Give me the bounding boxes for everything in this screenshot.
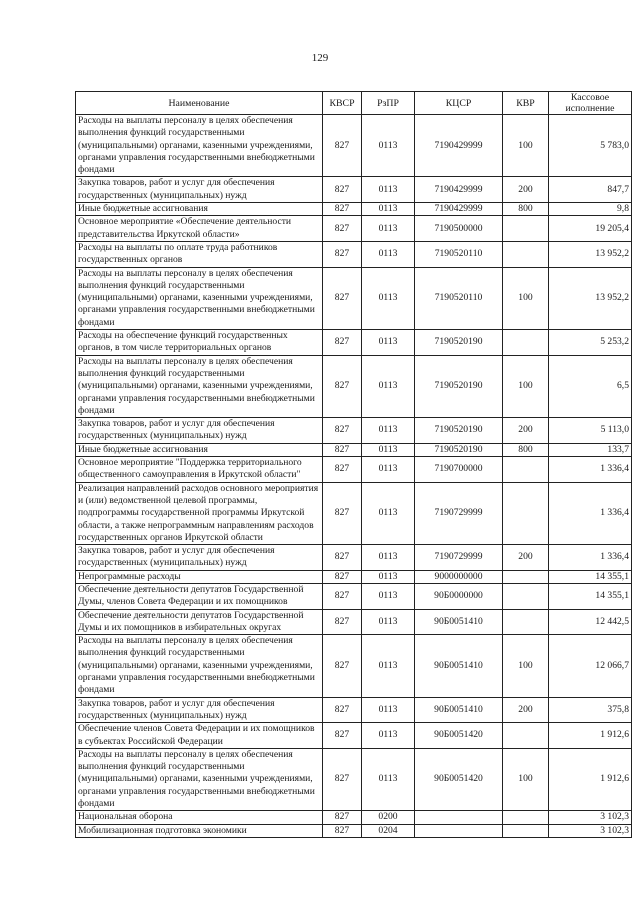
row-kvsr-cell: 827 — [323, 443, 362, 456]
row-rzpr-cell: 0113 — [362, 203, 415, 216]
row-kcsr-cell: 7190520110 — [415, 267, 503, 329]
row-kcsr-cell: 7190429999 — [415, 177, 503, 203]
row-amount-cell: 3 102,3 — [549, 824, 632, 837]
row-kvsr-cell: 827 — [323, 583, 362, 609]
row-amount-cell: 1 912,6 — [549, 748, 632, 810]
row-kvr-cell — [503, 723, 549, 749]
row-rzpr-cell: 0200 — [362, 811, 415, 824]
table-row — [76, 824, 632, 837]
row-rzpr-cell: 0113 — [362, 267, 415, 329]
row-amount-cell: 1 336,4 — [549, 457, 632, 483]
row-kcsr-cell: 7190520190 — [415, 330, 503, 356]
row-kvsr-cell: 827 — [323, 177, 362, 203]
row-kvr-cell — [503, 583, 549, 609]
row-kvr-cell: 800 — [503, 443, 549, 456]
row-amount-cell: 133,7 — [549, 443, 632, 456]
row-kcsr-cell: 7190700000 — [415, 457, 503, 483]
row-amount-cell: 14 355,1 — [549, 583, 632, 609]
row-kvr-cell — [503, 216, 549, 242]
row-kvsr-cell: 827 — [323, 330, 362, 356]
row-amount-cell: 19 205,4 — [549, 216, 632, 242]
table-row — [76, 545, 632, 571]
row-kvsr-cell: 827 — [323, 418, 362, 444]
table-row — [76, 570, 632, 583]
row-kvsr-cell: 827 — [323, 824, 362, 837]
table-row — [76, 216, 632, 242]
row-kcsr-cell: 7190520190 — [415, 443, 503, 456]
row-name-cell: Обеспечение деятельности депутатов Государственной Думы, членов Совета Федерации и их помощников — [76, 583, 323, 609]
row-kvsr-cell: 827 — [323, 267, 362, 329]
row-name-cell: Расходы на выплаты персоналу в целях обеспечения выполнения функций государственными (муниципальными) органами, казенными учреждениями, органами управления государственными внебюджетными фондами — [76, 748, 323, 810]
row-name-cell: Закупка товаров, работ и услуг для обеспечения государственных (муниципальных) нужд — [76, 697, 323, 723]
row-name-cell: Расходы на выплаты персоналу в целях обеспечения выполнения функций государственными (муниципальными) органами, казенными учреждениями, органами управления государственными внебюджетными фондами — [76, 267, 323, 329]
row-amount-cell: 5 783,0 — [549, 115, 632, 177]
row-kvsr-cell: 827 — [323, 355, 362, 417]
row-amount-cell: 12 066,7 — [549, 635, 632, 697]
table-row — [76, 203, 632, 216]
row-kvr-cell: 200 — [503, 177, 549, 203]
row-kvsr-cell: 827 — [323, 748, 362, 810]
budget-execution-table — [75, 91, 632, 838]
row-rzpr-cell: 0113 — [362, 177, 415, 203]
row-rzpr-cell: 0204 — [362, 824, 415, 837]
row-amount-cell: 5 253,2 — [549, 330, 632, 356]
row-amount-cell: 6,5 — [549, 355, 632, 417]
row-rzpr-cell: 0113 — [362, 443, 415, 456]
row-kcsr-cell: 90Б0051420 — [415, 748, 503, 810]
row-name-cell: Непрограммные расходы — [76, 570, 323, 583]
row-amount-cell: 13 952,2 — [549, 241, 632, 267]
row-kvsr-cell: 827 — [323, 570, 362, 583]
row-kvr-cell — [503, 811, 549, 824]
table-row — [76, 457, 632, 483]
row-kvr-cell: 800 — [503, 203, 549, 216]
table-row — [76, 177, 632, 203]
row-kvr-cell: 100 — [503, 267, 549, 329]
row-amount-cell: 5 113,0 — [549, 418, 632, 444]
page-number: 129 — [311, 52, 329, 64]
row-rzpr-cell: 0113 — [362, 748, 415, 810]
row-kcsr-cell — [415, 824, 503, 837]
table-row — [76, 583, 632, 609]
row-amount-cell: 847,7 — [549, 177, 632, 203]
row-amount-cell: 9,8 — [549, 203, 632, 216]
row-kvsr-cell: 827 — [323, 241, 362, 267]
table-row — [76, 241, 632, 267]
row-name-cell: Закупка товаров, работ и услуг для обеспечения государственных (муниципальных) нужд — [76, 177, 323, 203]
row-rzpr-cell: 0113 — [362, 723, 415, 749]
row-amount-cell: 1 336,4 — [549, 482, 632, 544]
row-name-cell: Реализация направлений расходов основного мероприятия и (или) ведомственной целевой программы, подпрограммы государственной программы Иркутской области, а также непрограммным направлениям расходов государственных органов Иркутской области — [76, 482, 323, 544]
row-kvsr-cell: 827 — [323, 811, 362, 824]
row-kvr-cell — [503, 824, 549, 837]
row-rzpr-cell: 0113 — [362, 697, 415, 723]
row-rzpr-cell: 0113 — [362, 418, 415, 444]
row-name-cell: Расходы на выплаты персоналу в целях обеспечения выполнения функций государственными (муниципальными) органами, казенными учреждениями, органами управления государственными внебюджетными фондами — [76, 355, 323, 417]
table-row — [76, 443, 632, 456]
row-kvsr-cell: 827 — [323, 216, 362, 242]
row-kvr-cell: 200 — [503, 545, 549, 571]
header-amount: Кассовое исполнение — [549, 92, 632, 115]
row-name-cell: Расходы на выплаты персоналу в целях обеспечения выполнения функций государственными (муниципальными) органами, казенными учреждениями, органами управления государственными внебюджетными фондами — [76, 635, 323, 697]
row-kvr-cell — [503, 457, 549, 483]
row-rzpr-cell: 0113 — [362, 115, 415, 177]
row-name-cell: Закупка товаров, работ и услуг для обеспечения государственных (муниципальных) нужд — [76, 418, 323, 444]
table-row — [76, 482, 632, 544]
header-kvsr: КВСР — [323, 92, 362, 115]
row-kcsr-cell — [415, 811, 503, 824]
row-kvr-cell — [503, 609, 549, 635]
row-kvsr-cell: 827 — [323, 203, 362, 216]
table-row — [76, 115, 632, 177]
table-row — [76, 267, 632, 329]
row-kcsr-cell: 7190729999 — [415, 545, 503, 571]
row-name-cell: Расходы на выплаты по оплате труда работников государственных органов — [76, 241, 323, 267]
table-row — [76, 697, 632, 723]
row-amount-cell: 14 355,1 — [549, 570, 632, 583]
row-rzpr-cell: 0113 — [362, 482, 415, 544]
row-kvr-cell — [503, 241, 549, 267]
row-kcsr-cell: 7190429999 — [415, 203, 503, 216]
row-kvsr-cell: 827 — [323, 723, 362, 749]
row-name-cell: Расходы на выплаты персоналу в целях обеспечения выполнения функций государственными (муниципальными) органами, казенными учреждениями, органами управления государственными внебюджетными фондами — [76, 115, 323, 177]
header-rzpr: РзПР — [362, 92, 415, 115]
row-kcsr-cell: 90Б0000000 — [415, 583, 503, 609]
row-rzpr-cell: 0113 — [362, 545, 415, 571]
row-kcsr-cell: 7190520190 — [415, 418, 503, 444]
row-kvsr-cell: 827 — [323, 545, 362, 571]
row-name-cell: Иные бюджетные ассигнования — [76, 203, 323, 216]
table-row — [76, 330, 632, 356]
row-rzpr-cell: 0113 — [362, 609, 415, 635]
row-rzpr-cell: 0113 — [362, 635, 415, 697]
table-row — [76, 355, 632, 417]
row-rzpr-cell: 0113 — [362, 241, 415, 267]
row-kvsr-cell: 827 — [323, 457, 362, 483]
row-kcsr-cell: 7190520190 — [415, 355, 503, 417]
row-amount-cell: 1 336,4 — [549, 545, 632, 571]
row-rzpr-cell: 0113 — [362, 330, 415, 356]
row-name-cell: Расходы на обеспечение функций государственных органов, в том числе территориальных органов — [76, 330, 323, 356]
row-amount-cell: 12 442,5 — [549, 609, 632, 635]
row-kcsr-cell: 7190429999 — [415, 115, 503, 177]
table-row — [76, 418, 632, 444]
row-kvr-cell: 100 — [503, 355, 549, 417]
row-name-cell: Национальная оборона — [76, 811, 323, 824]
row-rzpr-cell: 0113 — [362, 216, 415, 242]
row-kvr-cell — [503, 482, 549, 544]
row-kvr-cell: 100 — [503, 115, 549, 177]
row-kvsr-cell: 827 — [323, 609, 362, 635]
row-kvsr-cell: 827 — [323, 697, 362, 723]
row-kcsr-cell: 9000000000 — [415, 570, 503, 583]
table-header-row — [76, 92, 632, 115]
row-kvr-cell — [503, 570, 549, 583]
table-row — [76, 748, 632, 810]
header-name: Наименование — [76, 92, 323, 115]
header-kvr: КВР — [503, 92, 549, 115]
row-kvr-cell: 200 — [503, 697, 549, 723]
row-kvr-cell: 100 — [503, 635, 549, 697]
row-kvsr-cell: 827 — [323, 482, 362, 544]
row-kcsr-cell: 7190729999 — [415, 482, 503, 544]
row-kvr-cell: 100 — [503, 748, 549, 810]
row-amount-cell: 1 912,6 — [549, 723, 632, 749]
table-row — [76, 723, 632, 749]
table-row — [76, 635, 632, 697]
row-name-cell: Иные бюджетные ассигнования — [76, 443, 323, 456]
row-kcsr-cell: 7190500000 — [415, 216, 503, 242]
row-rzpr-cell: 0113 — [362, 570, 415, 583]
table-row — [76, 609, 632, 635]
row-kvr-cell — [503, 330, 549, 356]
row-rzpr-cell: 0113 — [362, 583, 415, 609]
row-name-cell: Обеспечение членов Совета Федерации и их помощников в субъектах Российской Федерации — [76, 723, 323, 749]
row-amount-cell: 3 102,3 — [549, 811, 632, 824]
row-kvsr-cell: 827 — [323, 115, 362, 177]
row-name-cell: Основное мероприятие «Обеспечение деятельности представительства Иркутской области» — [76, 216, 323, 242]
row-kcsr-cell: 90Б0051420 — [415, 723, 503, 749]
row-kcsr-cell: 7190520110 — [415, 241, 503, 267]
row-kcsr-cell: 90Б0051410 — [415, 635, 503, 697]
row-rzpr-cell: 0113 — [362, 355, 415, 417]
row-kcsr-cell: 90Б0051410 — [415, 609, 503, 635]
row-name-cell: Обеспечение деятельности депутатов Государственной Думы и их помощников в избирательных округах — [76, 609, 323, 635]
table-row — [76, 811, 632, 824]
row-kcsr-cell: 90Б0051410 — [415, 697, 503, 723]
row-amount-cell: 375,8 — [549, 697, 632, 723]
row-name-cell: Основное мероприятие "Поддержка территориального общественного самоуправления в Иркутской области" — [76, 457, 323, 483]
row-kvr-cell: 200 — [503, 418, 549, 444]
row-rzpr-cell: 0113 — [362, 457, 415, 483]
row-kvsr-cell: 827 — [323, 635, 362, 697]
header-kcsr: КЦСР — [415, 92, 503, 115]
row-name-cell: Закупка товаров, работ и услуг для обеспечения государственных (муниципальных) нужд — [76, 545, 323, 571]
row-name-cell: Мобилизационная подготовка экономики — [76, 824, 323, 837]
row-amount-cell: 13 952,2 — [549, 267, 632, 329]
